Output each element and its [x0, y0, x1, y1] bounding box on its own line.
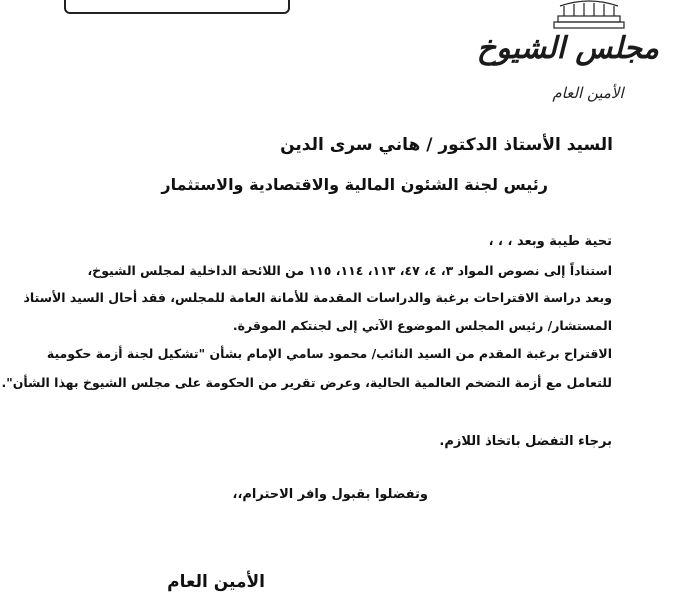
senate-logo-title: مجلس الشيوخ: [476, 31, 659, 66]
signatory-title: الأمين العام: [167, 572, 265, 592]
stamp-box: [64, 0, 290, 14]
recipient-name: السيد الأستاذ الدكتور / هاني سرى الدين: [280, 135, 613, 155]
secretary-general-logo-subtitle: الأمين العام: [552, 84, 624, 102]
body-line: الاقتراح برغبة المقدم من السيد النائب/ محمود سامي الإمام بشأن "تشكيل لجنة أزمة حكومية: [46, 346, 612, 361]
body-line: المستشار/ رئيس المجلس الموضوع الآتي إلى لجنتكم الموقرة.: [232, 318, 612, 333]
greeting: تحية طيبة وبعد ، ، ،: [488, 234, 612, 249]
body-line: وبعد دراسة الاقتراحات برغبة والدراسات المقدمة للأمانة العامة للمجلس، فقد أحال السيد الأستاذ: [23, 290, 612, 305]
closing-salutation: وتفضلوا بقبول وافر الاحترام،،: [232, 487, 428, 502]
body-line: استناداً إلى نصوص المواد ٣، ٤، ٤٧، ١١٣، ١١٤، ١١٥ من اللائحة الداخلية لمجلس الشيوخ،: [87, 263, 612, 278]
action-request: برجاء التفضل باتخاذ اللازم.: [439, 434, 612, 449]
committee-title: رئيس لجنة الشئون المالية والاقتصادية والاستثمار: [161, 175, 548, 194]
body-line: للتعامل مع أزمة التضخم العالمية الحالية، وعرض تقرير من الحكومة على مجلس الشيوخ بهذا الشأن".: [1, 375, 612, 390]
